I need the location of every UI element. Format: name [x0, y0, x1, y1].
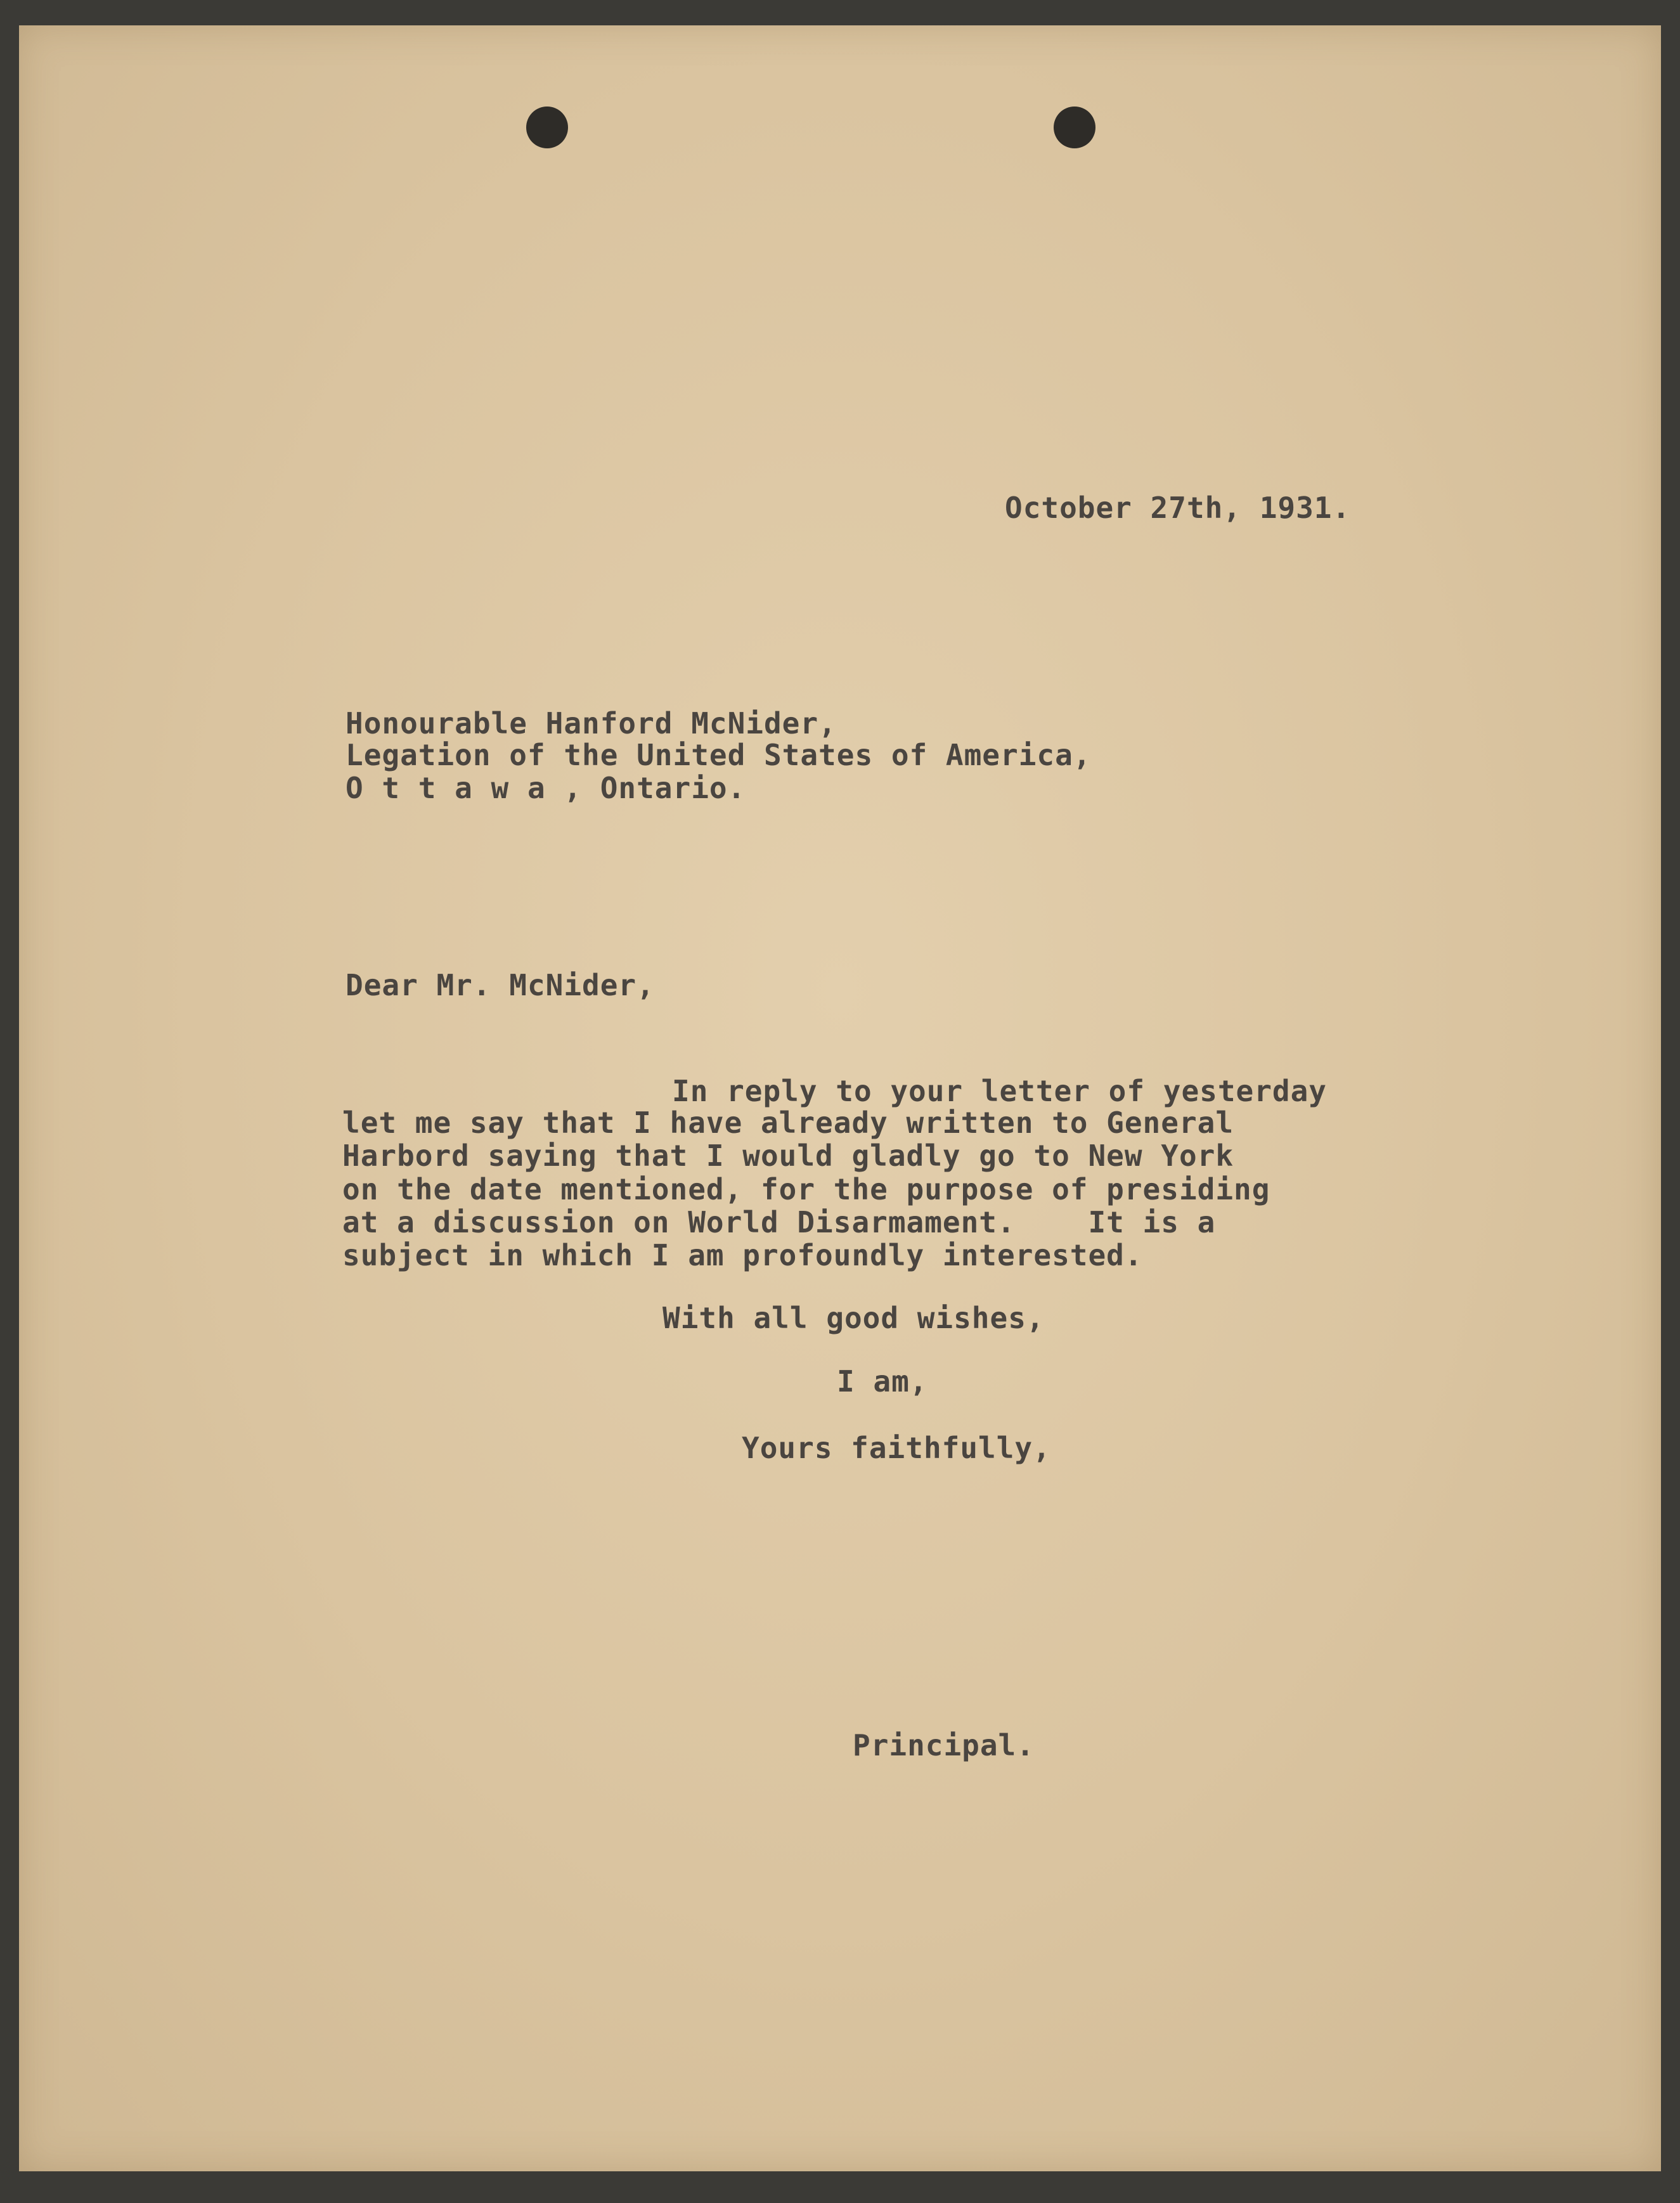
valediction: Yours faithfully,: [742, 1431, 1051, 1465]
body-line: on the date mentioned, for the purpose of presiding: [342, 1172, 1270, 1206]
salutation: Dear Mr. McNider,: [346, 968, 655, 1002]
body-line: at a discussion on World Disarmament. It is a: [342, 1205, 1216, 1239]
body-line: let me say that I have already written to General: [342, 1106, 1234, 1140]
letter-date: October 27th, 1931.: [1005, 491, 1351, 525]
recipient-city: O t t a w a , Ontario.: [346, 771, 746, 805]
punch-hole-right: [1054, 107, 1095, 148]
body-line: In reply to your letter of yesterday: [672, 1074, 1327, 1108]
closing-i-am: I am,: [837, 1364, 928, 1399]
signature-title: Principal.: [853, 1728, 1035, 1762]
body-line: Harbord saying that I would gladly go to New York: [342, 1139, 1234, 1173]
letter-page: [19, 25, 1661, 2171]
closing-wishes: With all good wishes,: [662, 1301, 1045, 1335]
body-line: subject in which I am profoundly interested.: [342, 1238, 1143, 1272]
recipient-name: Honourable Hanford McNider,: [346, 706, 837, 740]
punch-hole-left: [526, 107, 568, 148]
recipient-organization: Legation of the United States of America,: [346, 738, 1092, 772]
